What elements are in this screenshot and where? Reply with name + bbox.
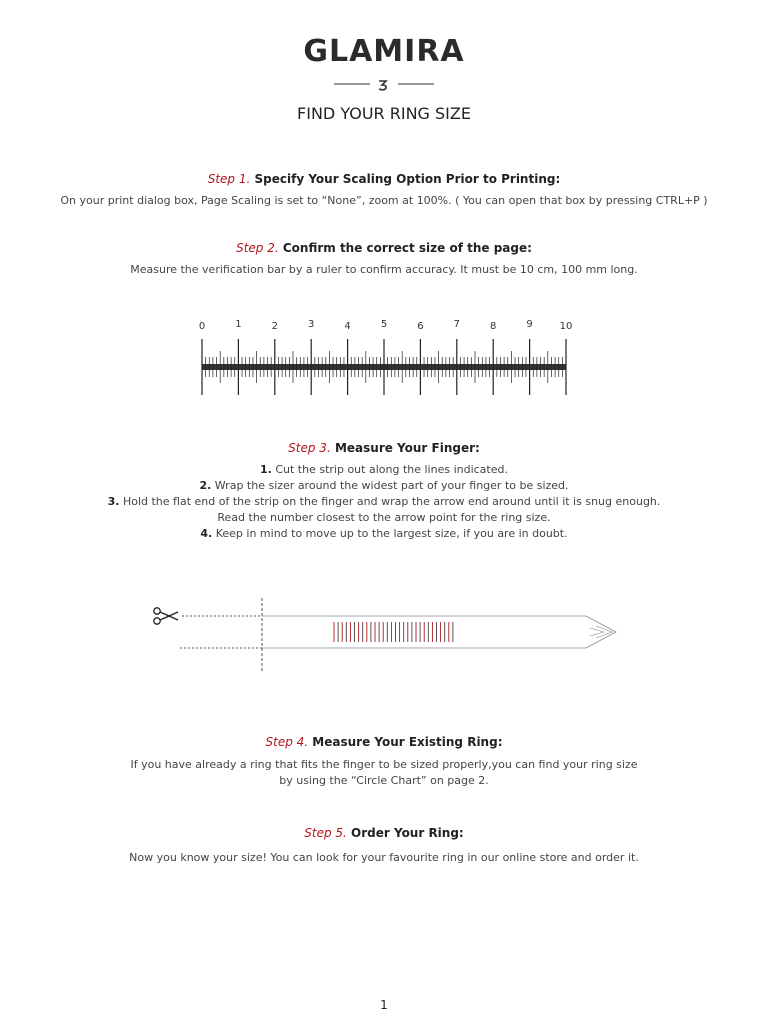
step-4-heading bbox=[0, 735, 768, 749]
step-2-label: Step 2. bbox=[236, 241, 279, 255]
step-4-text: If you have already a ring that fits the finger to be sized properly,you can find your ring size by using the “Circle Chart” on page 2. bbox=[130, 758, 638, 787]
ruler-label: 0 bbox=[198, 321, 206, 332]
instruction-item: 1. Cut the strip out along the lines indicated. bbox=[260, 463, 508, 476]
instruction-item: 4. Keep in mind to move up to the largest size, if you are in doubt. bbox=[200, 527, 568, 540]
glamira-logo: GLAMIRA bbox=[303, 34, 465, 69]
ring-sizer-strip bbox=[146, 598, 626, 676]
step-1-text: On your print dialog box, Page Scaling is set to “None”, zoom at 100%. ( You can open that box by pressing CTRL+P ) bbox=[60, 194, 708, 207]
step-3-label: Step 3. bbox=[288, 441, 331, 455]
instruction-item: 2. Wrap the sizer around the widest part of your finger to be sized. bbox=[199, 479, 569, 492]
ruler-label: 6 bbox=[417, 321, 424, 332]
strip-outline bbox=[262, 616, 616, 648]
step-5-title: Order Your Ring: bbox=[351, 826, 464, 840]
step-1-label: Step 1. bbox=[207, 172, 251, 186]
verification-ruler bbox=[180, 312, 588, 402]
ruler-label: 3 bbox=[308, 319, 315, 330]
instruction-item: 3. Hold the flat end of the strip on the finger and wrap the arrow end around until it is snug enough. bbox=[107, 495, 661, 508]
ruler-label: 2 bbox=[271, 321, 278, 332]
ruler-label: 9 bbox=[526, 319, 533, 330]
page-number: 1 bbox=[380, 998, 388, 1012]
page-title: FIND YOUR RING SIZE bbox=[297, 104, 471, 123]
step-4-label: Step 4. bbox=[265, 735, 309, 749]
step-5-label: Step 5. bbox=[304, 826, 347, 840]
step-1-heading bbox=[0, 172, 768, 186]
scissors-icon bbox=[154, 608, 178, 624]
ruler-label: 1 bbox=[235, 319, 242, 330]
step-2-text: Measure the verification bar by a ruler to confirm accuracy. It must be 10 cm, 100 mm long. bbox=[130, 263, 638, 276]
ruler-label: 5 bbox=[380, 319, 388, 330]
step-3-title: Measure Your Finger: bbox=[334, 441, 480, 455]
step-3-instructions bbox=[40, 462, 728, 542]
ruler-label: 10 bbox=[559, 321, 573, 332]
ruler-label: 8 bbox=[490, 321, 497, 332]
step-5-text: Now you know your size! You can look for your favourite ring in our online store and order it. bbox=[129, 851, 639, 864]
step-5-heading bbox=[0, 826, 768, 840]
ruler-label: 4 bbox=[344, 321, 351, 332]
ornament-icon bbox=[334, 76, 434, 92]
step-3-heading bbox=[0, 441, 768, 455]
ruler-label: 7 bbox=[453, 319, 460, 330]
step-1-title: Specify Your Scaling Option Prior to Printing: bbox=[254, 172, 561, 186]
step-2-heading bbox=[0, 241, 768, 255]
step-2-title: Confirm the correct size of the page: bbox=[282, 241, 532, 255]
step-4-title: Measure Your Existing Ring: bbox=[312, 735, 503, 749]
instruction-item: Read the number closest to the arrow point for the ring size. bbox=[217, 511, 551, 524]
